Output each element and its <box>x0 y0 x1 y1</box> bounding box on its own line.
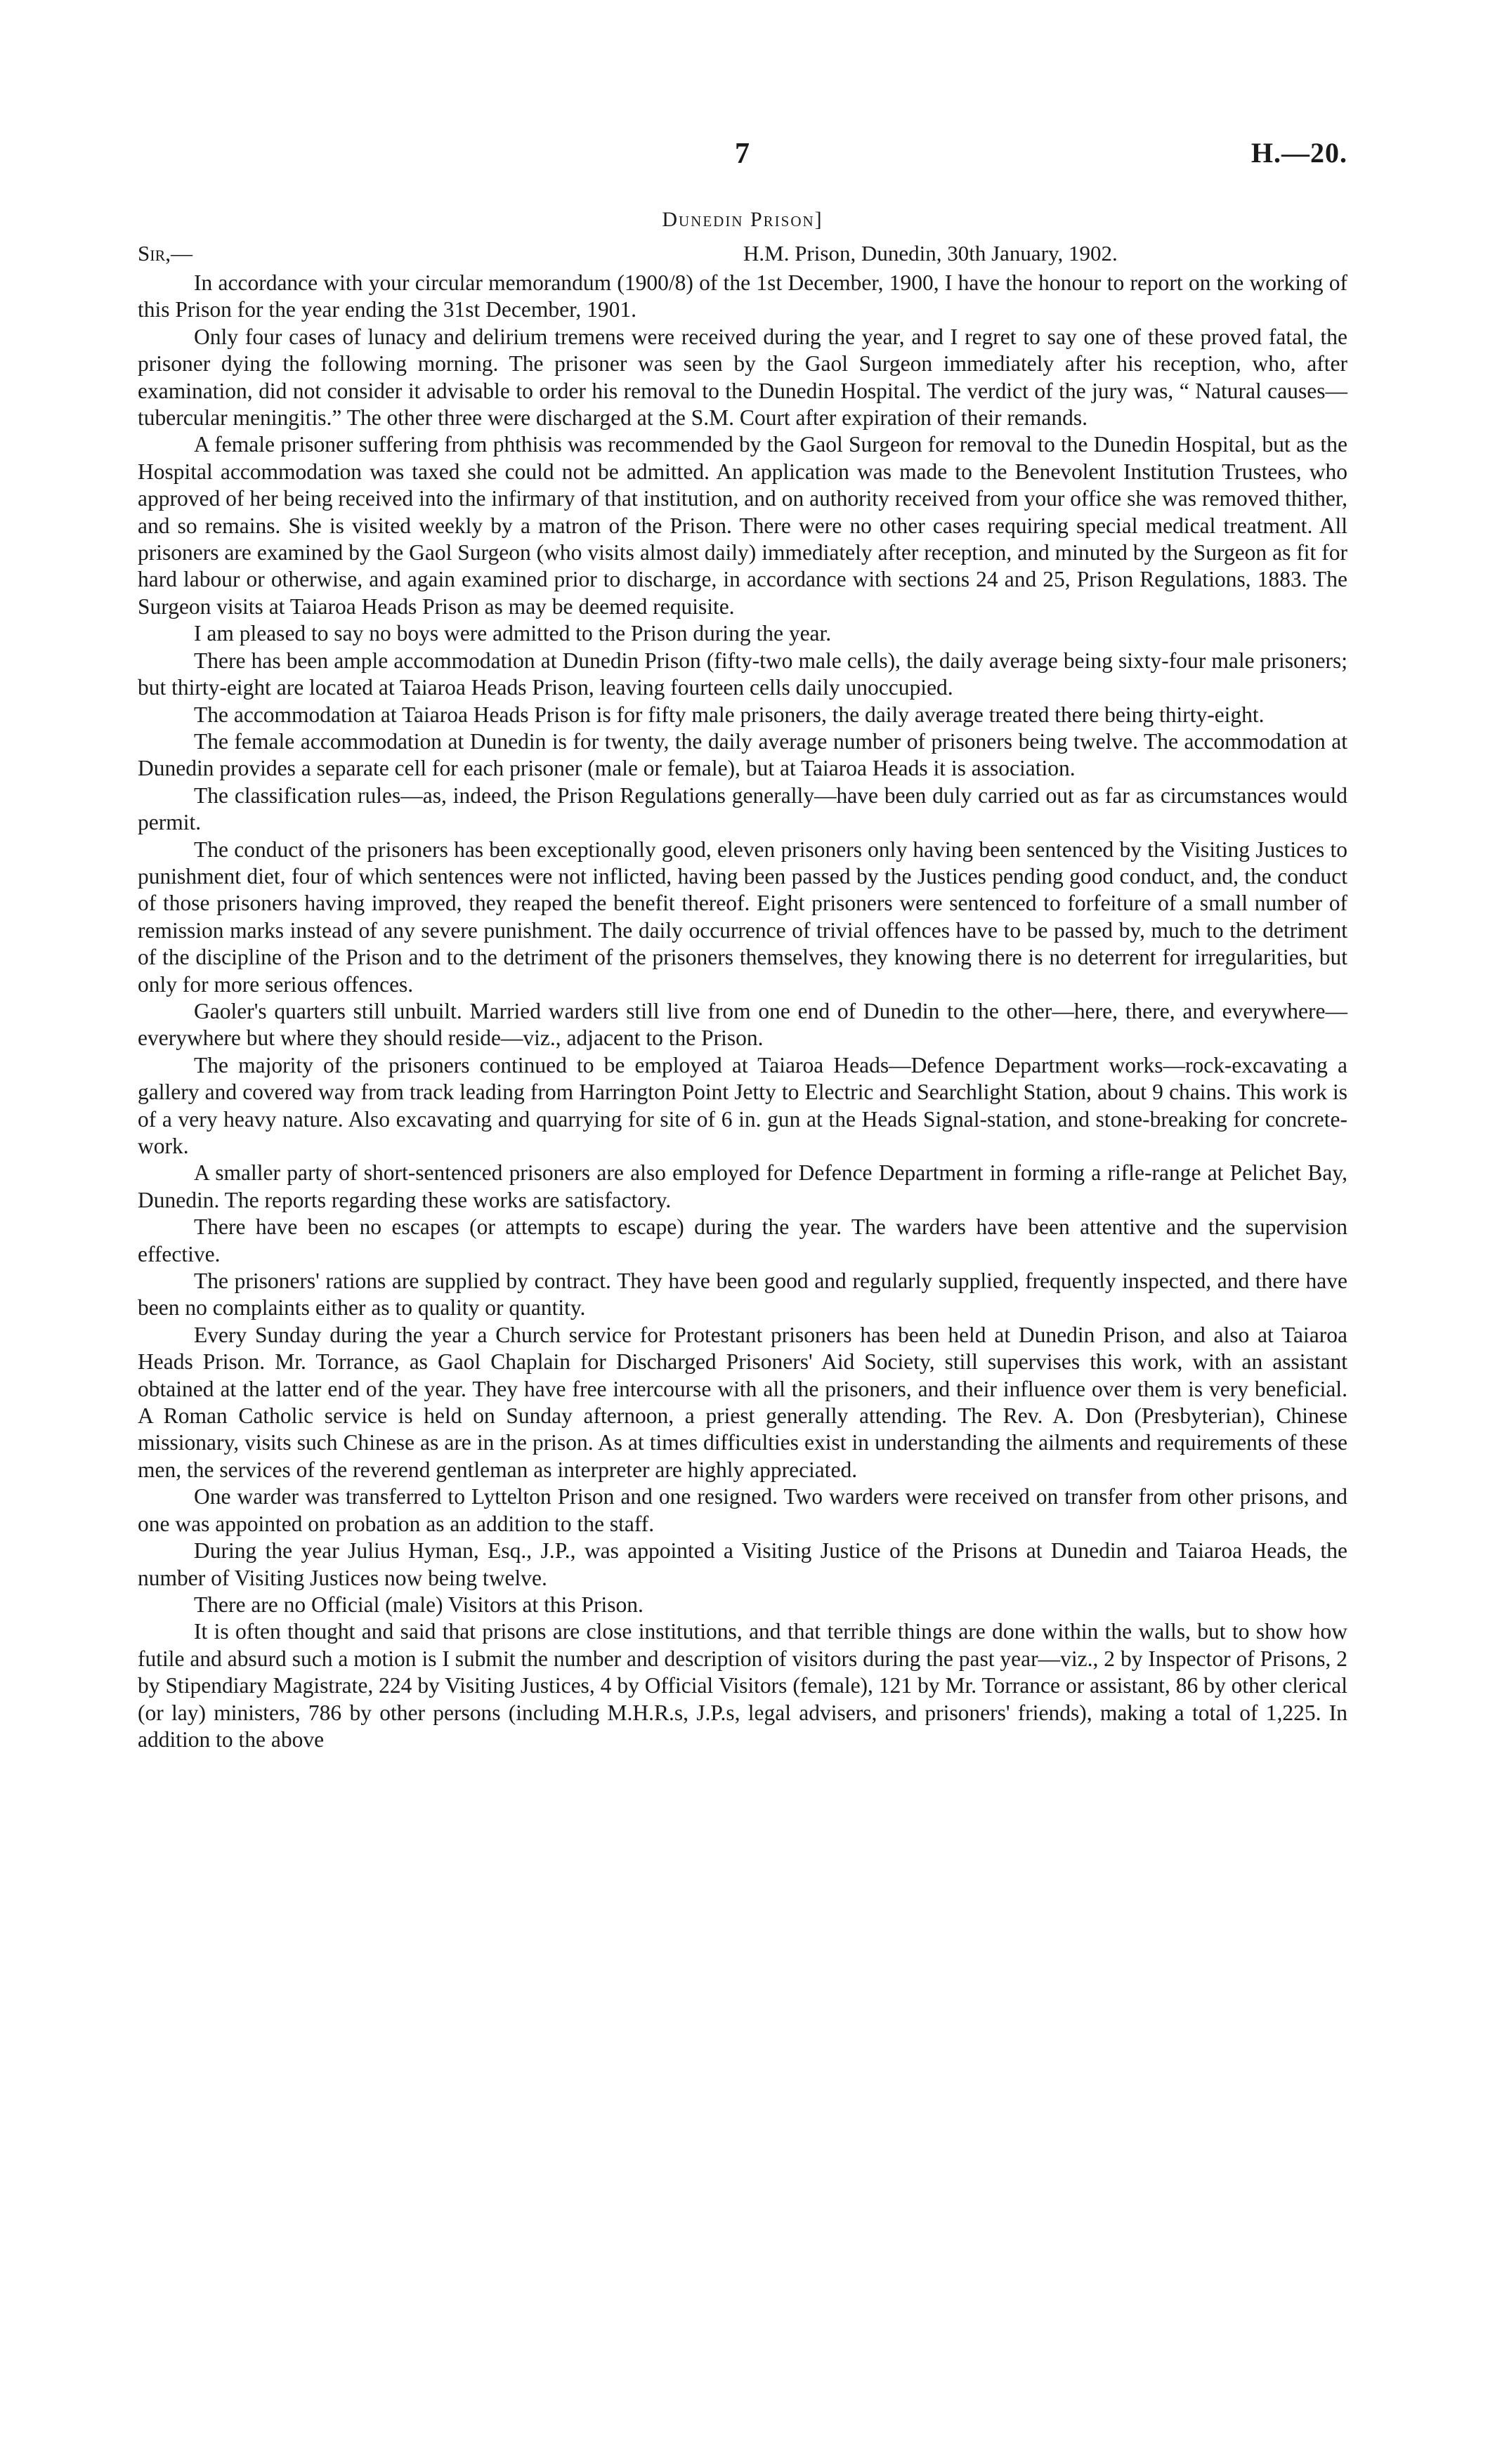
paragraph-warders: One warder was transferred to Lyttelton Prison and one resigned. Two warders were received on transfer from other prisons, and one was appointed on probation as an addition to the staff. <box>138 1484 1347 1536</box>
paragraph-official-visitors: There are no Official (male) Visitors at this Prison. <box>194 1592 644 1617</box>
paragraph-employment: The majority of the prisoners continued to be employed at Taiaroa Heads—Defence Department works—rock-excavating a gallery and covered way from track leading from Harrington Point Jetty to Electric and Searchlight Station, about 9 chains. This work is of a very heavy nature. Also excavating and quarrying for site of 6 in. gun at the Heads Signal-station, and stone-breaking for concrete-work. <box>138 1052 1347 1158</box>
paragraph-accommodation-taiaroa: The accommodation at Taiaroa Heads Prison is for fifty male prisoners, the daily average treated there being thirty-eight. <box>194 702 1265 727</box>
page-header <box>138 0 1347 176</box>
report-code: H.—20. <box>1250 137 1347 169</box>
paragraph-lunacy: Only four cases of lunacy and delirium tremens were received during the year, and I regret to say one of these proved fatal, the prisoner dying the following morning. The prisoner was seen by the Gaol Surgeon immediately after his reception, who, after examination, did not consider it advisable to order his removal to the Dunedin Hospital. The verdict of the jury was, “ Natural causes—tubercular meningitis.” The other three were discharged at the S.M. Court after expiration of their remands. <box>138 324 1347 431</box>
paragraph-female-accommodation: The female accommodation at Dunedin is for twenty, the daily average number of prisoners being twelve. The accommodation at Dunedin provides a separate cell for each prisoner (male or female), but at Taiaroa Heads it is association. <box>138 728 1347 781</box>
dateline: H.M. Prison, Dunedin, 30th January, 1902. <box>743 241 1118 266</box>
paragraph-escapes: There have been no escapes (or attempts to escape) during the year. The warders have been attentive and the supervision effective. <box>138 1214 1347 1266</box>
paragraph-visiting-justice: During the year Julius Hyman, Esq., J.P., was appointed a Visiting Justice of the Prisons at Dunedin and Taiaroa Heads, the number of Visiting Justices now being twelve. <box>138 1538 1347 1590</box>
salutation: Sir,— <box>138 241 192 266</box>
paragraph-accommodation-dunedin: There has been ample accommodation at Dunedin Prison (fifty-two male cells), the daily average being sixty-four male prisoners; but thirty-eight are located at Taiaroa Heads Prison, leaving fourteen cells daily unoccupied. <box>138 648 1347 700</box>
paragraph-classification: The classification rules—as, indeed, the Prison Regulations generally—have been duly carried out as far as circumstances would permit. <box>138 782 1347 835</box>
paragraph-church-service: Every Sunday during the year a Church service for Protestant prisoners has been held at Dunedin Prison, and also at Taiaroa Heads Prison. Mr. Torrance, as Gaol Chaplain for Discharged Prisoners' Aid Society, still supervises this work, with an assistant obtained at the latter end of the year. They have free intercourse with all the prisoners, and their influence over them is very beneficial. A Roman Catholic service is held on Sunday afternoon, a priest generally attending. The Rev. A. Don (Presbyterian), Chinese missionary, visits such Chinese as are in the prison. As at times difficulties exist in understanding the ailments and requirements of these men, the services of the reverend gentleman as interpreter are highly appreciated. <box>138 1322 1347 1482</box>
paragraph-gaoler-quarters: Gaoler's quarters still unbuilt. Married warders still live from one end of Dunedin to the other—here, there, and everywhere—everywhere but where they should reside—viz., adjacent to the Prison. <box>138 998 1347 1051</box>
paragraph-boys: I am pleased to say no boys were admitted to the Prison during the year. <box>194 621 832 646</box>
paragraph-intro: In accordance with your circular memorandum (1900/8) of the 1st December, 1900, I have the honour to report on the working of this Prison for the year ending the 31st December, 1901. <box>138 270 1347 322</box>
paragraph-female-prisoner: A female prisoner suffering from phthisis was recommended by the Gaol Surgeon for removal to the Dunedin Hospital, but as the Hospital accommodation was taxed she could not be admitted. An application was made to the Benevolent Institution Trustees, who approved of her being received into the infirmary of that institution, and on authority received from your office she was removed thither, and so remains. She is visited weekly by a matron of the Prison. There were no other cases requiring special medical treatment. All prisoners are examined by the Gaol Surgeon (who visits almost daily) immediately after reception, and minuted by the Surgeon as fit for hard labour or otherwise, and again examined prior to discharge, in accordance with sections 24 and 25, Prison Regulations, 1883. The Surgeon visits at Taiaroa Heads Prison as may be deemed requisite. <box>138 432 1347 619</box>
paragraph-conduct: The conduct of the prisoners has been exceptionally good, eleven prisoners only having been sentenced by the Visiting Justices to punishment diet, four of which sentences were not inflicted, having been passed by the Justices pending good conduct, and, the conduct of those prisoners having improved, they reaped the benefit thereof. Eight prisoners were sentenced to forfeiture of a small number of remission marks instead of any severe punishment. The daily occurrence of trivial offences have to be passed by, much to the detriment of the discipline of the Prison and to the detriment of the prisoners themselves, they knowing there is no deterrent for irregularities, but only for more serious offences. <box>138 837 1347 997</box>
section-title: Dunedin Prison] <box>662 208 823 231</box>
page-number: 7 <box>735 138 750 170</box>
paragraph-rifle-range: A smaller party of short-sentenced prisoners are also employed for Defence Department in forming a rifle-range at Pelichet Bay, Dunedin. The reports regarding these works are satisfactory. <box>138 1160 1347 1212</box>
report-body <box>138 270 1347 1753</box>
document-page <box>138 0 1347 1752</box>
paragraph-visitor-counts: It is often thought and said that prisons are close institutions, and that terrible things are done within the walls, but to show how futile and absurd such a motion is I submit the number and description of visitors during the past year—viz., 2 by Inspector of Prisons, 2 by Stipendiary Magistrate, 224 by Visiting Justices, 4 by Official Visitors (female), 121 by Mr. Torrance or assistant, 86 by other clerical (or lay) ministers, 786 by other persons (including M.H.R.s, J.P.s, legal advisers, and prisoners' friends), making a total of 1,225. In addition to the above <box>138 1619 1347 1752</box>
paragraph-rations: The prisoners' rations are supplied by contract. They have been good and regularly supplied, frequently inspected, and there have been no complaints either as to quality or quantity. <box>138 1269 1347 1321</box>
